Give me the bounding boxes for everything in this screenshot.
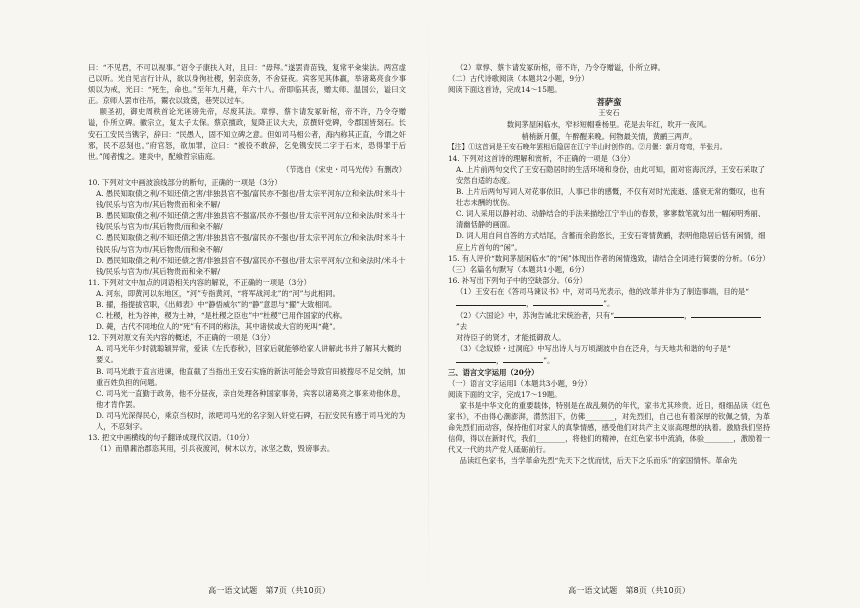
question-14-option-d: D. 词人用自问自答的方式结尾，含蓄而余韵悠长，王安石寄情黄鹂，表明他隐居后恬有闲情，细应上片首句的“闲”。 bbox=[456, 231, 766, 252]
question-11-option-a: A. 河东，即黄河以东地区，“河”专指黄河，“将军战河北”的“河”与此相同。 bbox=[96, 288, 340, 298]
section-3a-heading: （一）语言文字运用Ⅰ（本题共3小题，9分） bbox=[448, 378, 592, 388]
blank-tail: ”。 bbox=[543, 356, 555, 366]
question-16-part-1-text: （1）王安石在《答司马谏议书》中，对司马光表示，他的改革并非为了制造事端，目的是“ bbox=[456, 286, 749, 296]
answer-blank[interactable] bbox=[456, 297, 526, 306]
question-11-option-b: B. 擢，指提拔官职，《出师表》中“静悟威尔”的“静”意思与“擢”大致相同。 bbox=[96, 299, 337, 309]
question-14-option-b: B. 上片后两句写词人对花事依旧，人事已非的感慨，不仅有对时光流逝、盛衰无常的慨叹，也有壮志未酬的忧伤。 bbox=[456, 187, 766, 208]
question-16-part-1: （1）王安石在《答司马谏议书》中，对司马光表示，他的改革并非为了制造事端，目的是“， ”。 bbox=[456, 286, 749, 308]
language-passage: 家书是中华文化的重要载体，特别是在战乱频仍的年代，家书尤其珍贵。近日，细细品读《红色家书》，不由得心潮澎湃，潸然泪下，仿佛________，对先烈们，自己也有着深厚的钦佩之情，为革命先烈们而动容，保持他们对家人的真挚情感，感受他们对共产主义崇高理想的执着。激励我们坚持信仰，得以在新时代，我们________，将他们的精神，在红色家书中流淌，体验________，激励着一代又一代的共产党人砥砺前行。 bbox=[448, 400, 770, 455]
question-10-option-a: A. 愚民知取债之利/不知还债之害/非独县官不强/富民亦不强也/昔太宗平河东/立和籴法/时米斗十钱/民乐与官为市/其后物贵而和籴不解/ bbox=[96, 189, 406, 210]
poem-line: 梢梢新月偃，午醉醒来晚。何物最关情，黄鹂三两声。 bbox=[521, 131, 697, 141]
section-dictation-heading: （三）名篇名句默写（本题共1小题，6分） bbox=[448, 264, 589, 274]
question-13-sentence-2: （2）章惇、蔡卞请发冢斫棺，帝不许，乃令夺赠谥，仆所立碑。 bbox=[456, 63, 665, 72]
question-10-option-c: C. 愚民知取债之利/不知还债之害/非独县官不强/富民亦不强也/昔太宗平河东立/和籴法/时米斗十钱民乐/与官为市/其后物贵/而和籴不解/ bbox=[96, 233, 406, 254]
question-14-option-a: A. 上片前两句交代了王安石隐居时的生活环境和身份，由此可知，面对宦海沉浮，王安石采取了安然自适的态度。 bbox=[456, 164, 766, 185]
question-13-stem: 13. 把文中画横线的句子翻译成现代汉语。（10分） bbox=[88, 433, 254, 443]
passage-source: （节选自《宋史・司马光传》有删改） bbox=[281, 164, 406, 174]
question-16-part-2-continued: 对待臣子的贤才，才能抵御敌人。 bbox=[456, 333, 566, 343]
blank-tail: ”去 bbox=[456, 322, 468, 332]
question-12-option-d: D. 司马光深得民心，乘京当权时，浓吧司马光的名字刻入奸党石碑，石匠安民有感于司马光的为人，不忍刻字。 bbox=[96, 410, 406, 431]
question-10-option-b: B. 愚民知取债之利/不知还债之害/非独县官不强富/民亦不强也/昔太宗平河东/立和籴法/时米斗十钱/民乐与官为市/其后物贵/而和籴不解/ bbox=[96, 211, 406, 232]
poem-note: 【注】①这首词是王安石晚年罢相后隐居在江宁半山时创作的。②月偃：新月弯弯，半张月。 bbox=[448, 142, 727, 151]
left-page-footer: 高一语文试题 第7页（共10页） bbox=[208, 585, 331, 595]
section-poetry-intro: 阅读下面这首诗，完成14～15题。 bbox=[448, 85, 562, 95]
question-12-stem: 12. 下列对原文有关内容的概述，不正确的一项是（3分） bbox=[88, 333, 275, 343]
page-fold bbox=[428, 0, 429, 608]
answer-blank[interactable] bbox=[503, 354, 543, 363]
passage-paragraph: 曰：“不见君，不可以视事。”诏令子康扶入对，且曰：“毋拜。”遂罢青苗钱，复常平籴粜法。两宫虚己以听。光自见言行计从，欲以身徇社稷，躬亲庶务，不舍昼夜。宾客见其体羸，举诸葛亮食少事烦以为戒，光曰：“死生，命也。”至年九月薨，年六十八。帝即临其丧，赠太师、温国公，谥曰文正。京师人罢市往吊，鬻衣以致奠，巷哭以过车。 bbox=[88, 63, 406, 106]
question-16-part-3: （3）《念奴娇・过洞庭》中写出诗人与万顷湖波中自在泛舟，与天地共和谐的句子是“， ”。 bbox=[456, 344, 731, 366]
right-page-footer: 高一语文试题 第8页（共10页） bbox=[568, 585, 691, 595]
question-11-option-d: D. 薨，古代不同地位人的“死”有不同的称法，其中诸侯或大官的死叫“薨”。 bbox=[96, 322, 341, 332]
question-11-option-c: C. 杜稷，杜为谷神，稷为土神，“是杜稷之臣也”中“杜稷”已用作国家的代称。 bbox=[96, 311, 348, 321]
section-3a-intro: 阅读下面的文字，完成17～19题。 bbox=[448, 389, 562, 399]
passage-paragraph: 颐圣初，御史周秩首论光诬谤先帝，尽废其法。章惇、蔡卞请发冢斫棺，帝不许，乃令夺赠谥，仆所立碑。徽宗立，复太子太保。蔡京擅政，复降正议大夫，京撰奸党碑，令郡国皆刻石。长安石工安民当镌字，辞曰：“民愚人，固不知立碑之意。但如司马相公者，海内称其正直，今谓之奸邪，民不忍刻也。”府官怒，欲加罪，泣曰：“被役不敢辞，乞免镌安民二字于石末，恐得罪于后世。”闻者愧之。建炎中，配飨哲宗庙庭。 bbox=[88, 107, 406, 161]
question-16-part-3-text: （3）《念奴娇・过洞庭》中写出诗人与万顷湖波中自在泛舟，与天地共和谐的句子是“ bbox=[456, 344, 731, 354]
answer-blank[interactable] bbox=[691, 309, 761, 318]
section-poetry-heading: （二）古代诗歌阅读（本题共2小题，9分） bbox=[448, 74, 589, 84]
question-13-sentence-1: （1）而鼎鼐治郡恣其用，引兵夜渡河，树木以方，冰坚之数，毁谤事去。 bbox=[96, 444, 335, 454]
answer-blank[interactable] bbox=[614, 309, 684, 318]
answer-blank[interactable] bbox=[533, 297, 603, 306]
poem-author: 王安石 bbox=[598, 109, 620, 118]
question-10-option-d: D. 愚民知取债之利/不知还债之害/非独县官不强/富民亦不强也/昔太宗平河东/立和籴法时/米斗十钱/民乐与官为市/其后物贵而和籴不解/ bbox=[96, 255, 406, 276]
answer-blank[interactable] bbox=[456, 354, 496, 363]
question-11-stem: 11. 下列对文中加点的词语相关内容的解说，不正确的一项是（3分） bbox=[88, 277, 311, 287]
question-12-option-b: B. 司马光敢于直言进谏，他直截了当指出王安石实施的新法可能会导致官田被搜尽不足交纳，加重百姓负担的问题。 bbox=[96, 366, 406, 387]
poem-line: 数间茅屋闲临水，窄衫短帽垂杨里。花是去年红，吹开一夜风。 bbox=[506, 120, 712, 130]
blank-tail: ”。 bbox=[603, 298, 615, 308]
question-15: 15. 有人评价“数间茅屋闲临水”的“闲”体现出作者的闲情逸致，请结合全词进行简要的分析。（6分） bbox=[448, 253, 770, 263]
question-10-stem: 10. 下列对文中画波浪线部分的断句，正确的一项是（3分） bbox=[88, 177, 282, 187]
left-page bbox=[88, 62, 406, 584]
question-12-option-c: C. 司马光一直勤于政务，他不分昼夜，亲自处理各种国家事务，宾客以诸葛亮之事来劝他休息，他才肯作罢。 bbox=[96, 388, 406, 409]
question-16-part-2: （2）《六国论》中，苏洵告诫北宋统治者，只有“ ，”去 bbox=[456, 309, 770, 332]
poem-title: 菩萨蛮 bbox=[596, 97, 622, 108]
section-3-heading: 三、语言文字运用（20分） bbox=[448, 367, 539, 377]
question-12-option-a: A. 司马光年少时就聪颖异常，爱读《左氏春秋》，回家后就能够给家人讲解此书并了解其大概的要义。 bbox=[96, 344, 402, 365]
question-16-stem: 16. 补写出下列句子中的空缺部分。（6分） bbox=[448, 275, 587, 285]
question-14-option-c: C. 词人采用以静衬动、动静结合的手法来描绘江宁半山的春景，寥寥数笔就勾出一幅闲明秀丽、清幽恬静的画面。 bbox=[456, 209, 766, 230]
language-passage-continued: 品读红色家书，当学革命先烈“先天下之忧而忧，后天下之乐而乐”的家国情怀。革命先 bbox=[459, 456, 738, 466]
question-14-stem: 14. 下列对这首诗的理解和赏析，不正确的一项是（3分） bbox=[448, 153, 635, 163]
right-page bbox=[448, 62, 770, 584]
question-16-part-2-text: （2）《六国论》中，苏洵告诫北宋统治者，只有“ bbox=[456, 311, 614, 321]
